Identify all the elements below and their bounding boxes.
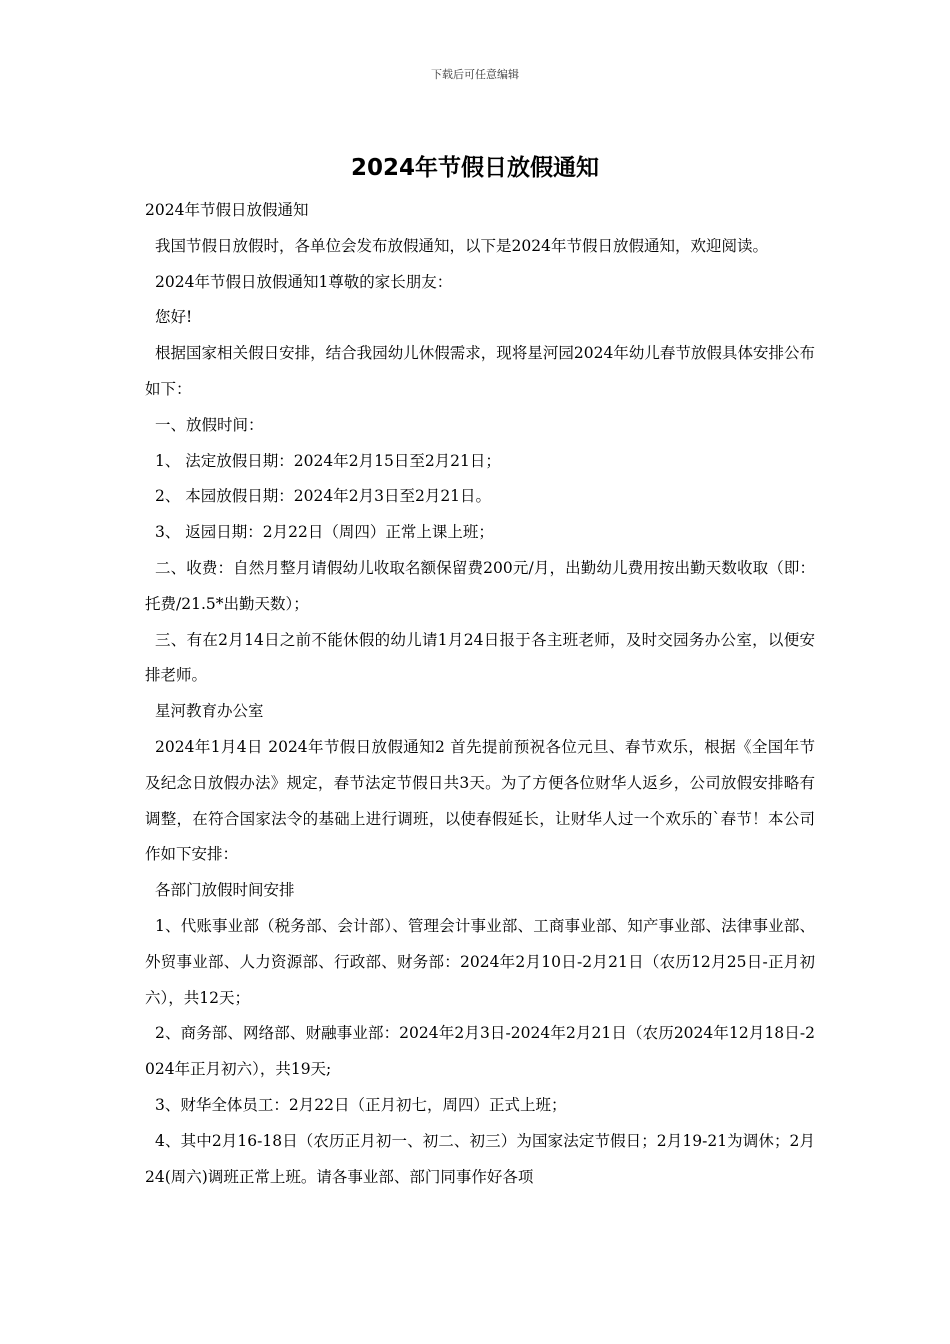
paragraph-section-holiday-time: 一、放假时间： xyxy=(155,415,264,434)
paragraph-item-legal-holiday: 1、 法定放假日期：2024年2月15日至2月21日； xyxy=(155,451,501,470)
paragraph-greeting: 您好! xyxy=(155,308,193,327)
paragraph-department-schedule-heading: 各部门放假时间安排 xyxy=(155,881,295,900)
paragraph-department-item-3: 3、财华全体员工：2月22日（正月初七，周四）正式上班； xyxy=(155,1095,567,1114)
paragraph-arrangement: 根据国家相关假日安排，结合我园幼儿休假需求，现将星河园2024年幼儿春节放假具体安排公布如下： xyxy=(145,344,815,398)
document-body xyxy=(145,193,815,1195)
paragraph-notice-1-heading: 2024年节假日放假通知1尊敬的家长朋友： xyxy=(155,272,453,291)
paragraph-subtitle: 2024年节假日放假通知 xyxy=(145,201,309,219)
paragraph-notice-2: 2024年1月4日 2024年节假日放假通知2 首先提前预祝各位元旦、春节欢乐，根据《全国年节及纪念日放假办法》规定，春节法定节假日共3天。为了方便各位财华人返乡，公司放假安排略有调整，在符合国家法令的基础上进行调班，以使春假延长，让财华人过一个欢乐的`春节！本公司作如下安排： xyxy=(145,737,815,864)
paragraph-department-item-4: 4、其中2月16-18日（农历正月初一、初二、初三）为国家法定节假日；2月19-21为调休；2月24(周六)调班正常上班。请各事业部、部门同事作好各项 xyxy=(145,1131,815,1186)
document-title: 2024年节假日放假通知 xyxy=(350,155,599,181)
page-header-note: 下载后可任意编辑 xyxy=(431,68,519,81)
paragraph-section-early-leave: 三、有在2月14日之前不能休假的幼儿请1月24日报于各主班老师，及时交园务办公室，以便安排老师。 xyxy=(145,630,815,685)
paragraph-section-fees: 二、收费：自然月整月请假幼儿收取名额保留费200元/月，出勤幼儿费用按出勤天数收取（即：托费/21.5*出勤天数）； xyxy=(145,558,815,613)
paragraph-item-school-holiday: 2、 本园放假日期：2024年2月3日至2月21日。 xyxy=(155,487,492,506)
paragraph-department-item-1: 1、代账事业部（税务部、会计部）、管理会计事业部、工商事业部、知产事业部、法律事业部、外贸事业部、人力资源部、行政部、财务部：2024年2月10日-2月21日（农历12月25日-正月初六），共12天； xyxy=(145,916,815,1007)
paragraph-signature: 星河教育办公室 xyxy=(155,702,264,721)
paragraph-item-return-date: 3、 返园日期：2月22日（周四）正常上课上班； xyxy=(155,523,494,542)
paragraph-department-item-2: 2、商务部、网络部、财融事业部：2024年2月3日-2024年2月21日（农历2024年12月18日-2024年正月初六），共19天; xyxy=(145,1024,815,1079)
paragraph-intro: 我国节假日放假时，各单位会发布放假通知，以下是2024年节假日放假通知，欢迎阅读。 xyxy=(155,236,768,255)
